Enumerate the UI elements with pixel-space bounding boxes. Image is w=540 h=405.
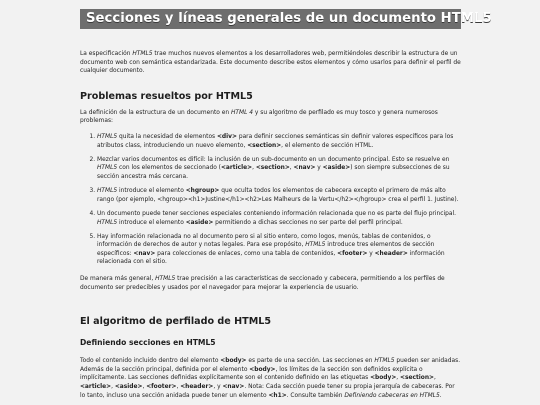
- section-heading-algorithm: El algoritmo de perfilado de HTML5: [80, 316, 272, 328]
- document-content: [80, 9, 492, 400]
- subsection-heading-defining-sections: Definiendo secciones en HTML5: [80, 338, 216, 348]
- definition-paragraph: La definición de la estructura de un documento en HTML 4 y su algoritmo de perfilado es muy tosco y genera numerosos problemas:: [80, 109, 438, 125]
- page-title: Secciones y líneas generales de un documento HTML5: [80, 9, 461, 29]
- conclusion-paragraph: De manera más general, HTML5 trae precisión a las características de seccionado y cabecera, permitiendo a los perfiles de documento ser predecibles y usados por el navegador para mejorar la experiencia de usuario.: [80, 276, 445, 291]
- section-heading-problems: Problemas resueltos por HTML5: [80, 90, 253, 102]
- problems-list: [80, 133, 461, 267]
- list-item: 3. HTML5 introduce el elemento <hgroup> que oculta todos los elementos de cabecera excepto el primero de más alto rango (por ejemplo, <hgroup><h1>Justine</h1><h2>Les Malheurs de la Vertu</h2></hgroup> crea el perfil 1. Justine).: [97, 187, 461, 204]
- defining-headings-link[interactable]: Definiendo cabeceras en HTML5: [344, 392, 440, 399]
- list-item: 1. HTML5 quita la necesidad de elementos <div> para definir secciones semánticas sin definir valores específicos para los atributos class, introduciendo un nuevo elemento, <section>, el elemento de sección HTML.: [97, 133, 461, 150]
- list-item: 4. Un documento puede tener secciones especiales conteniendo información relacionada que no es parte del flujo principal. HTML5 introduce el elemento <aside> permitiendo a dichas secciones no ser parte del perfil principal.: [97, 210, 461, 227]
- body-paragraph: Todo el contenido incluido dentro del elemento <body> es parte de una sección. Las secciones en HTML5 pueden ser anidadas. Además de la sección principal, definida por el elemento <body>, los límites de la sección son definidos explícita o implícitamente. Las secciones definidas explícitamente son el contenido definido en las etiquetas <body>, <section>, <article>, <aside>, <footer>, <header>, y <nav>. Nota: Cada sección puede tener su propia jerarquía de cabeceras. Por lo tanto, incluso una sección anidada puede tener un elemento <h1>. Consulte también Definiendo cabeceras en HTML5.: [80, 358, 461, 399]
- list-item: 5. Hay información relacionada no al documento pero si al sitio entero, como logos, menús, tablas de contenidos, o información de derechos de autor y notas legales. Para ese propósito, HTML5 introduce tres elementos de sección específicos: <nav> para colecciones de enlaces, como una tabla de contenidos, <footer> y <header> información relacionada con el sitio.: [97, 233, 461, 267]
- intro-paragraph: La especificación HTML5 trae muchos nuevos elementos a los desarrolladores web, permitiéndoles describir la estructura de un documento web con semántica estandarizada. Este documento describe estos elementos y cómo usarlos para definir el perfil de cualquier documento.: [80, 51, 461, 75]
- list-item: 2. Mezclar varios documentos es difícil: la inclusión de un sub-documento en un documento principal. Esto se resuelve en HTML5 con los elementos de seccionado (<article>, <section>, <nav> y <aside>) son siempre subsecciones de su sección ancestra más cercana.: [97, 156, 461, 182]
